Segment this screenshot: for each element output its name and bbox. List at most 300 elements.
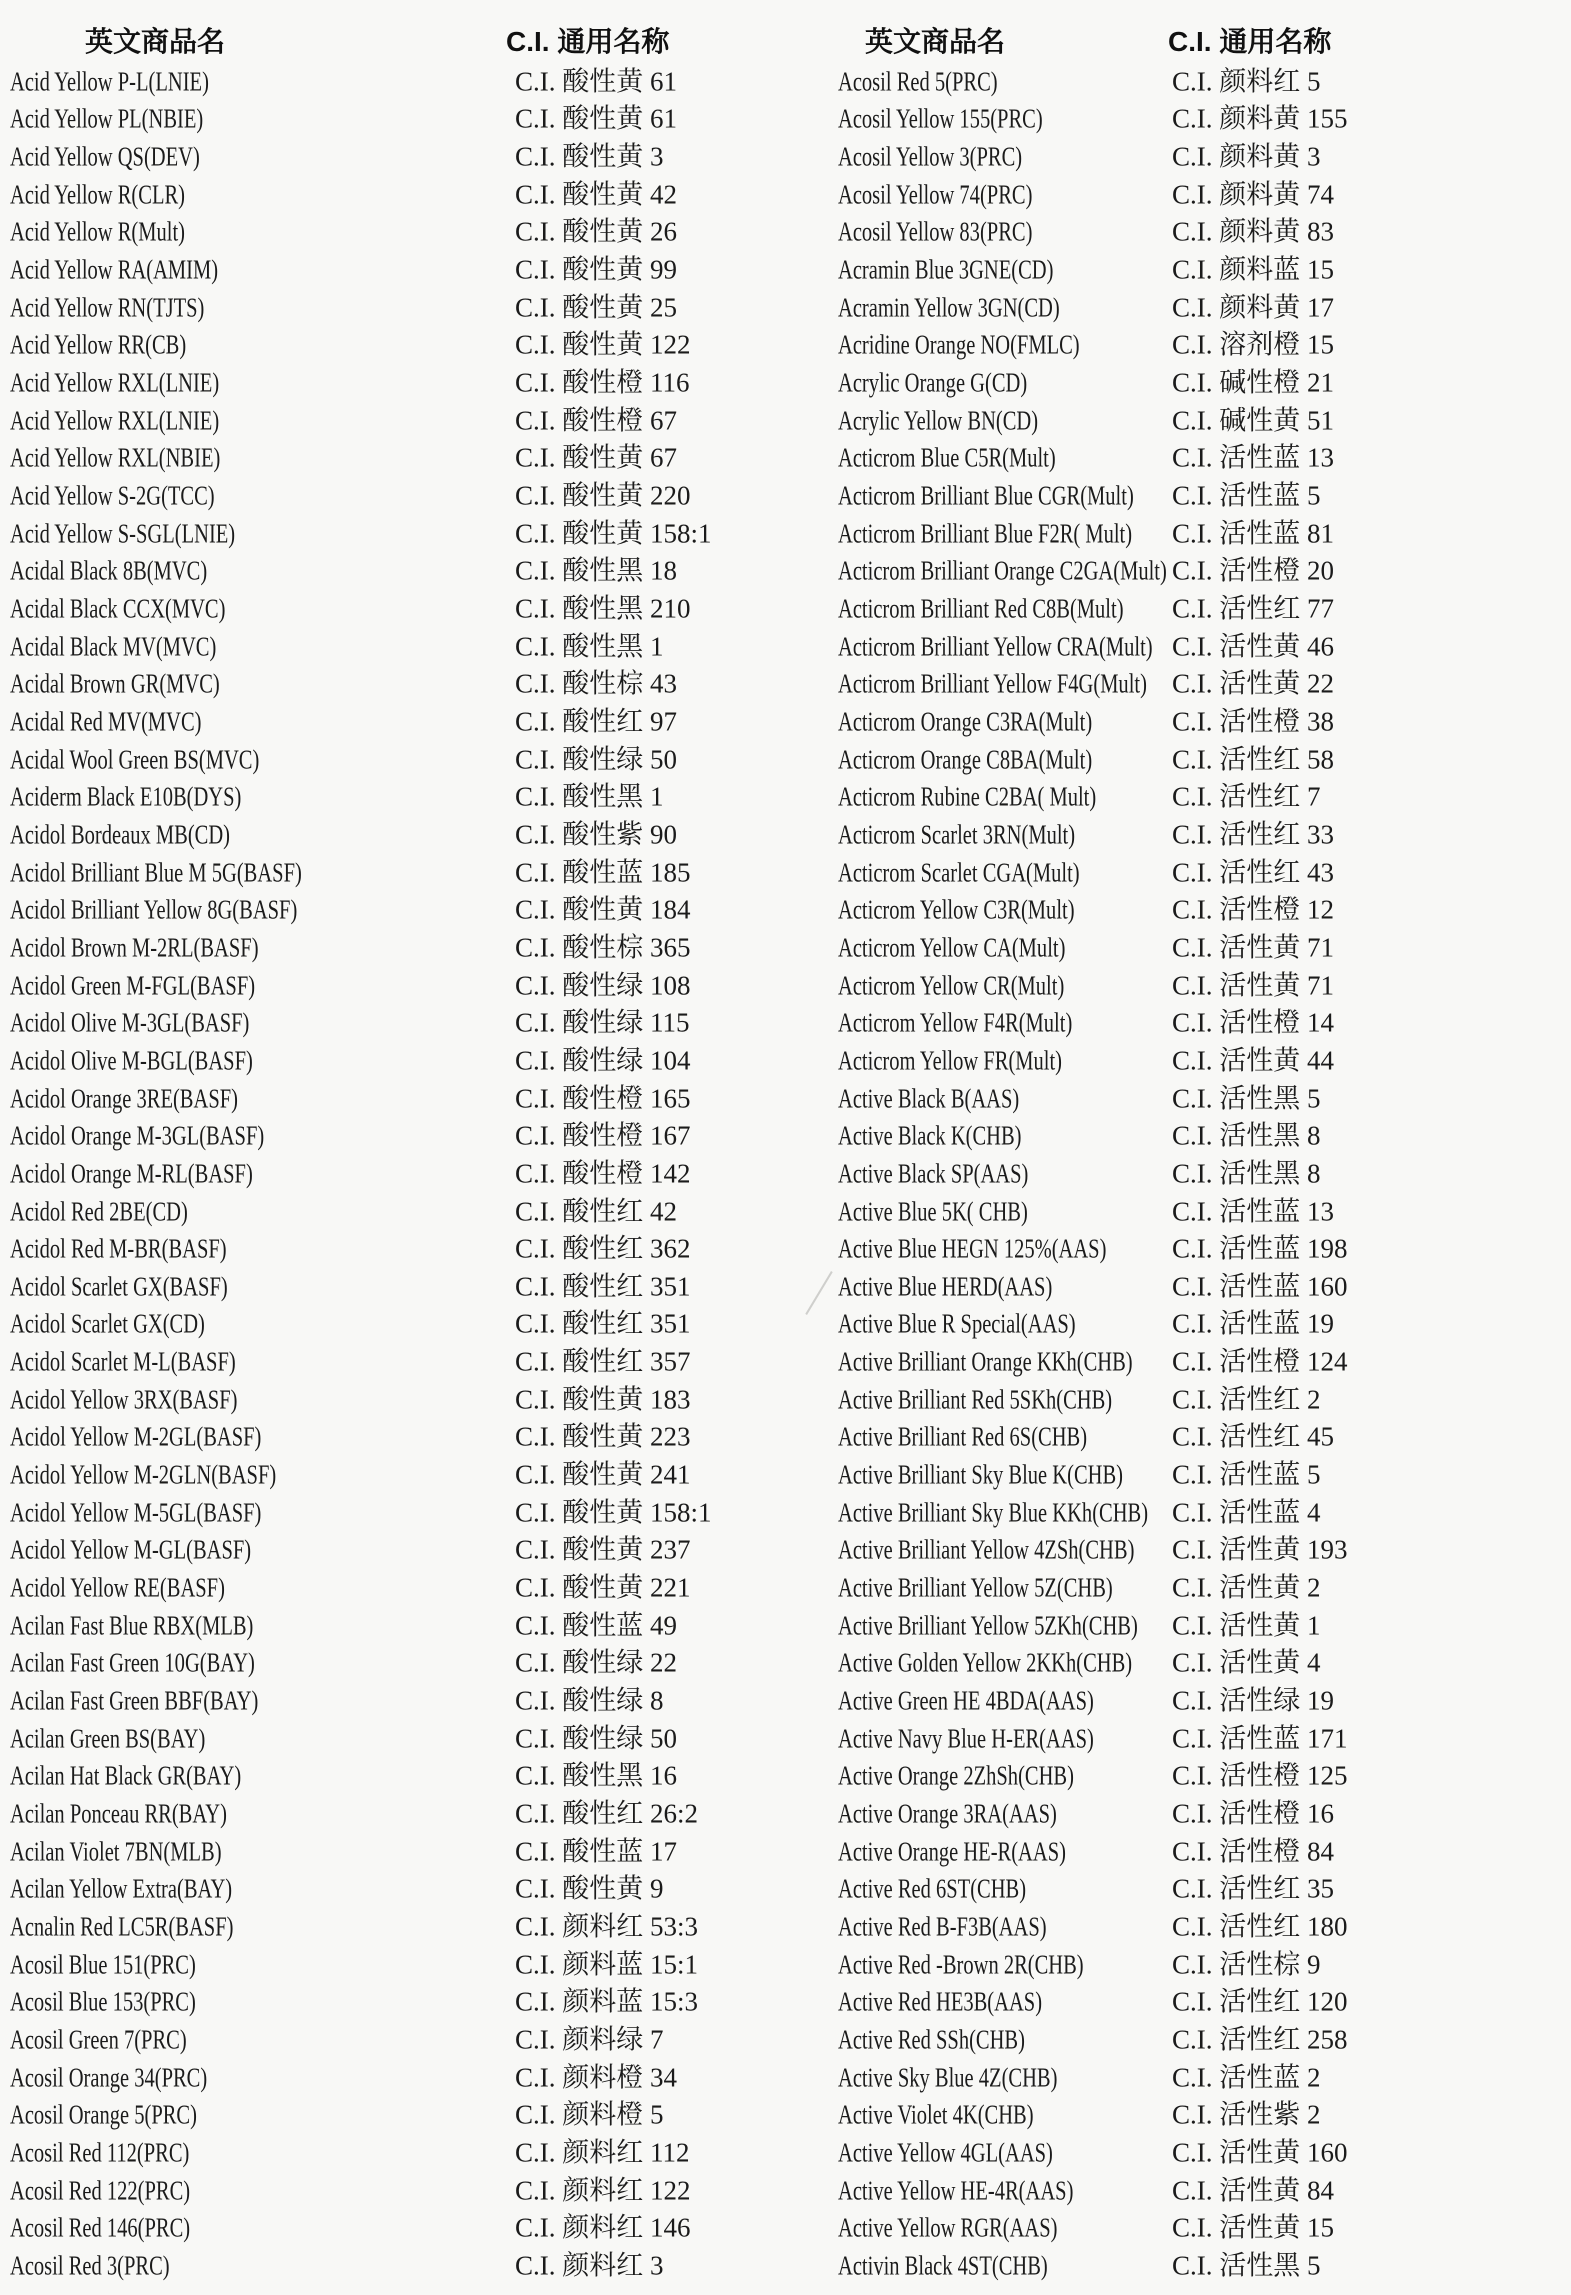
english-trade-name: Acticrom Yellow CA(Mult): [838, 932, 1066, 963]
english-trade-name: Acid Yellow PL(NBIE): [10, 103, 204, 134]
english-trade-name: Active Violet 4K(CHB): [838, 2099, 1034, 2130]
ci-generic-name: C.I. 颜料黄 17: [1172, 292, 1334, 323]
english-trade-name: Active Yellow 4GL(AAS): [838, 2137, 1053, 2168]
ci-generic-name: C.I. 颜料红 122: [515, 2175, 691, 2206]
ci-generic-name: C.I. 活性黄 71: [1172, 970, 1334, 1001]
english-trade-name: Active Brilliant Yellow 5ZKh(CHB): [838, 1610, 1138, 1641]
table-row: [0, 741, 1571, 779]
english-trade-name: Acosil Orange 34(PRC): [10, 2062, 208, 2093]
ci-generic-name: C.I. 活性黄 44: [1172, 1045, 1334, 1076]
english-trade-name: Acidal Brown GR(MVC): [10, 668, 220, 699]
table-row: [0, 364, 1571, 402]
ci-generic-name: C.I. 活性蓝 13: [1172, 1196, 1334, 1227]
ci-generic-name: C.I. 活性红 2: [1172, 1384, 1321, 1415]
english-trade-name: Acramin Blue 3GNE(CD): [838, 254, 1054, 285]
english-trade-name: Acidol Orange 3RE(BASF): [10, 1083, 238, 1114]
ci-generic-name: C.I. 颜料蓝 15:3: [515, 1986, 699, 2017]
english-trade-name: Acramin Yellow 3GN(CD): [838, 292, 1060, 323]
english-trade-name: Active Blue 5K( CHB): [838, 1196, 1028, 1227]
english-trade-name: Activin Black 4ST(CHB): [838, 2250, 1048, 2281]
table-row: [0, 1343, 1571, 1381]
ci-generic-name: C.I. 活性红 180: [1172, 1911, 1348, 1942]
ci-generic-name: C.I. 酸性蓝 49: [515, 1610, 677, 1641]
ci-generic-name: C.I. 酸性黄 61: [515, 66, 677, 97]
ci-generic-name: C.I. 酸性红 42: [515, 1196, 677, 1227]
english-trade-name: Acticrom Blue C5R(Mult): [838, 442, 1056, 473]
ci-generic-name: C.I. 酸性黄 67: [515, 442, 677, 473]
ci-generic-name: C.I. 活性红 7: [1172, 781, 1321, 812]
english-trade-name: Active Brilliant Sky Blue K(CHB): [838, 1459, 1123, 1490]
english-trade-name: Acidal Black CCX(MVC): [10, 593, 226, 624]
ci-generic-name: C.I. 酸性红 362: [515, 1233, 691, 1264]
ci-generic-name: C.I. 活性橙 124: [1172, 1346, 1348, 1377]
ci-generic-name: C.I. 活性红 258: [1172, 2024, 1348, 2055]
ci-generic-name: C.I. 颜料蓝 15:1: [515, 1949, 699, 1980]
english-trade-name: Acilan Fast Green BBF(BAY): [10, 1685, 259, 1716]
ci-generic-name: C.I. 酸性蓝 185: [515, 857, 691, 888]
ci-generic-name: C.I. 酸性黄 223: [515, 1421, 691, 1452]
english-trade-name: Active Brilliant Red 6S(CHB): [838, 1421, 1088, 1452]
ci-generic-name: C.I. 酸性红 357: [515, 1346, 691, 1377]
english-trade-name: Acidal Wool Green BS(MVC): [10, 744, 260, 775]
table-row: [0, 327, 1571, 365]
ci-generic-name: C.I. 活性蓝 81: [1172, 518, 1334, 549]
ci-generic-name: C.I. 活性橙 84: [1172, 1836, 1334, 1867]
english-trade-name: Acid Yellow S-SGL(LNIE): [10, 518, 236, 549]
ci-generic-name: C.I. 活性黑 8: [1172, 1158, 1321, 1189]
english-trade-name: Active Brilliant Orange KKh(CHB): [838, 1346, 1133, 1377]
ci-generic-name: C.I. 活性红 33: [1172, 819, 1334, 850]
ci-generic-name: C.I. 酸性黄 184: [515, 894, 691, 925]
english-trade-name: Acticrom Brilliant Yellow F4G(Mult): [838, 668, 1147, 699]
english-trade-name: Acrylic Yellow BN(CD): [838, 405, 1039, 436]
ci-generic-name: C.I. 酸性绿 50: [515, 744, 677, 775]
english-trade-name: Acosil Orange 5(PRC): [10, 2099, 197, 2130]
ci-generic-name: C.I. 酸性黄 237: [515, 1534, 691, 1565]
ci-generic-name: C.I. 酸性黑 1: [515, 631, 664, 662]
ci-generic-name: C.I. 活性橙 125: [1172, 1760, 1348, 1791]
table-row: [0, 1983, 1571, 2021]
english-trade-name: Acidol Green M-FGL(BASF): [10, 970, 256, 1001]
table-row: [0, 402, 1571, 440]
english-trade-name: Acidol Yellow M-5GL(BASF): [10, 1497, 262, 1528]
ci-generic-name: C.I. 酸性黄 122: [515, 329, 691, 360]
ci-generic-name: C.I. 酸性黄 221: [515, 1572, 691, 1603]
ci-generic-name: C.I. 酸性黄 220: [515, 480, 691, 511]
english-trade-name: Acilan Fast Green 10G(BAY): [10, 1647, 255, 1678]
ci-generic-name: C.I. 酸性橙 67: [515, 405, 677, 436]
english-trade-name: Active Orange 2ZhSh(CHB): [838, 1760, 1074, 1791]
english-trade-name: Acticrom Brilliant Orange C2GA(Mult): [838, 555, 1167, 586]
english-trade-name: Acid Yellow RXL(NBIE): [10, 442, 221, 473]
english-trade-name: Acidol Yellow RE(BASF): [10, 1572, 225, 1603]
english-trade-name: Acilan Ponceau RR(BAY): [10, 1798, 227, 1829]
ci-generic-name: C.I. 活性蓝 160: [1172, 1271, 1348, 1302]
ci-generic-name: C.I. 活性红 45: [1172, 1421, 1334, 1452]
ci-generic-name: C.I. 酸性棕 365: [515, 932, 691, 963]
english-trade-name: Acosil Blue 151(PRC): [10, 1949, 196, 1980]
table-row: [0, 1645, 1571, 1683]
english-trade-name: Acidol Yellow M-2GLN(BASF): [10, 1459, 277, 1490]
english-trade-name: Acosil Red 146(PRC): [10, 2212, 191, 2243]
ci-generic-name: C.I. 酸性黄 158:1: [515, 518, 712, 549]
ci-generic-name: C.I. 活性橙 16: [1172, 1798, 1334, 1829]
table-row: [0, 1946, 1571, 1984]
english-trade-name: Acid Yellow RXL(LNIE): [10, 367, 220, 398]
ci-generic-name: C.I. 颜料橙 34: [515, 2062, 677, 2093]
table-row: [0, 2096, 1571, 2134]
table-row: [0, 1419, 1571, 1457]
english-trade-name: Acid Yellow RR(CB): [10, 329, 187, 360]
english-trade-name: Active Brilliant Yellow 4ZSh(CHB): [838, 1534, 1135, 1565]
english-trade-name: Acid Yellow P-L(LNIE): [10, 66, 209, 97]
ci-generic-name: C.I. 活性黄 15: [1172, 2212, 1334, 2243]
english-trade-name: Active Yellow RGR(AAS): [838, 2212, 1058, 2243]
english-trade-name: Active Golden Yellow 2KKh(CHB): [838, 1647, 1133, 1678]
english-trade-name: Acidol Brilliant Yellow 8G(BASF): [10, 894, 298, 925]
english-trade-name: Aciderm Black E10B(DYS): [10, 781, 242, 812]
table-row: [0, 515, 1571, 553]
right-english-trade-name-header: 英文商品名: [864, 26, 1006, 57]
table-row: [0, 1456, 1571, 1494]
table-row: [0, 1833, 1571, 1871]
table-row: [0, 477, 1571, 515]
ci-generic-name: C.I. 活性紫 2: [1172, 2099, 1321, 2130]
english-trade-name: Active Navy Blue H-ER(AAS): [838, 1723, 1094, 1754]
english-trade-name: Acticrom Yellow F4R(Mult): [838, 1007, 1073, 1038]
english-trade-name: Acilan Hat Black GR(BAY): [10, 1760, 242, 1791]
table-row: [0, 1381, 1571, 1419]
ci-generic-name: C.I. 酸性黄 9: [515, 1873, 664, 1904]
ci-generic-name: C.I. 碱性橙 21: [1172, 367, 1334, 398]
ci-generic-name: C.I. 颜料黄 83: [1172, 216, 1334, 247]
ci-generic-name: C.I. 酸性黄 26: [515, 216, 677, 247]
ci-generic-name: C.I. 活性红 58: [1172, 744, 1334, 775]
english-trade-name: Acilan Yellow Extra(BAY): [10, 1873, 233, 1904]
ci-generic-name: C.I. 活性黄 22: [1172, 668, 1334, 699]
left-ci-generic-name-header: C.I. 通用名称: [506, 26, 670, 57]
ci-generic-name: C.I. 酸性黄 61: [515, 103, 677, 134]
ci-generic-name: C.I. 活性黄 84: [1172, 2175, 1334, 2206]
english-trade-name: Acidol Brown M-2RL(BASF): [10, 932, 259, 963]
ci-generic-name: C.I. 颜料红 146: [515, 2212, 691, 2243]
ci-generic-name: C.I. 酸性红 97: [515, 706, 677, 737]
ci-generic-name: C.I. 颜料红 112: [515, 2137, 690, 2168]
ci-generic-name: C.I. 活性蓝 13: [1172, 442, 1334, 473]
ci-generic-name: C.I. 颜料绿 7: [515, 2024, 664, 2055]
ci-generic-name: C.I. 活性黑 8: [1172, 1120, 1321, 1151]
ci-generic-name: C.I. 活性红 35: [1172, 1873, 1334, 1904]
ci-generic-name: C.I. 活性红 43: [1172, 857, 1334, 888]
english-trade-name: Acosil Yellow 83(PRC): [838, 216, 1033, 247]
ci-generic-name: C.I. 酸性绿 22: [515, 1647, 677, 1678]
ci-generic-name: C.I. 活性黄 46: [1172, 631, 1334, 662]
ci-generic-name: C.I. 酸性黄 183: [515, 1384, 691, 1415]
ci-generic-name: C.I. 酸性黄 99: [515, 254, 677, 285]
left-english-trade-name-header: 英文商品名: [84, 26, 226, 57]
english-trade-name: Acosil Blue 153(PRC): [10, 1986, 196, 2017]
english-trade-name: Acticrom Brilliant Yellow CRA(Mult): [838, 631, 1153, 662]
ci-generic-name: C.I. 酸性黄 241: [515, 1459, 691, 1490]
ci-generic-name: C.I. 酸性绿 8: [515, 1685, 664, 1716]
english-trade-name: Acticrom Brilliant Red C8B(Mult): [838, 593, 1124, 624]
ci-generic-name: C.I. 溶剂橙 15: [1172, 329, 1334, 360]
table-row: [0, 1004, 1571, 1042]
english-trade-name: Acosil Yellow 74(PRC): [838, 179, 1033, 210]
english-trade-name: Acosil Red 3(PRC): [10, 2250, 170, 2281]
english-trade-name: Acilan Fast Blue RBX(MLB): [10, 1610, 254, 1641]
ci-generic-name: C.I. 酸性棕 43: [515, 668, 677, 699]
english-trade-name: Acid Yellow R(Mult): [10, 216, 186, 247]
english-trade-name: Acidol Yellow 3RX(BASF): [10, 1384, 238, 1415]
english-trade-name: Active Black SP(AAS): [838, 1158, 1029, 1189]
table-row: [0, 1532, 1571, 1570]
ci-generic-name: C.I. 活性蓝 19: [1172, 1308, 1334, 1339]
ci-generic-name: C.I. 活性橙 20: [1172, 555, 1334, 586]
table-row: [0, 553, 1571, 591]
table-row: [0, 2172, 1571, 2210]
table-row: [0, 1795, 1571, 1833]
ci-generic-name: C.I. 酸性黑 16: [515, 1760, 677, 1791]
english-trade-name: Acticrom Yellow FR(Mult): [838, 1045, 1063, 1076]
table-row: [0, 703, 1571, 741]
ci-generic-name: C.I. 活性蓝 171: [1172, 1723, 1348, 1754]
table-row: [0, 2209, 1571, 2247]
ci-generic-name: C.I. 活性黑 5: [1172, 1083, 1321, 1114]
ci-generic-name: C.I. 活性红 120: [1172, 1986, 1348, 2017]
table-row: [0, 1193, 1571, 1231]
ci-generic-name: C.I. 活性橙 12: [1172, 894, 1334, 925]
english-trade-name: Acid Yellow R(CLR): [10, 179, 186, 210]
ci-generic-name: C.I. 活性蓝 198: [1172, 1233, 1348, 1264]
english-trade-name: Acidol Orange M-RL(BASF): [10, 1158, 253, 1189]
ci-generic-name: C.I. 活性黑 5: [1172, 2250, 1321, 2281]
table-row: [0, 1155, 1571, 1193]
table-row: [0, 1569, 1571, 1607]
table-row: [0, 854, 1571, 892]
ci-generic-name: C.I. 酸性橙 167: [515, 1120, 691, 1151]
english-trade-name: Acidal Black 8B(MVC): [10, 555, 208, 586]
ci-generic-name: C.I. 酸性绿 108: [515, 970, 691, 1001]
english-trade-name: Acid Yellow RA(AMIM): [10, 254, 219, 285]
ci-generic-name: C.I. 酸性黄 158:1: [515, 1497, 712, 1528]
english-trade-name: Active Red HE3B(AAS): [838, 1986, 1043, 2017]
table-row: [0, 176, 1571, 214]
ci-generic-name: C.I. 活性红 77: [1172, 593, 1334, 624]
english-trade-name: Acidol Red M-BR(BASF): [10, 1233, 227, 1264]
english-trade-name: Active Red 6ST(CHB): [838, 1873, 1027, 1904]
english-trade-name: Acidol Olive M-3GL(BASF): [10, 1007, 250, 1038]
english-trade-name: Active Brilliant Yellow 5Z(CHB): [838, 1572, 1113, 1603]
table-row: [0, 590, 1571, 628]
ci-generic-name: C.I. 酸性绿 115: [515, 1007, 690, 1038]
ci-generic-name: C.I. 活性黄 2: [1172, 1572, 1321, 1603]
english-trade-name: Acilan Green BS(BAY): [10, 1723, 206, 1754]
ci-generic-name: C.I. 颜料红 53:3: [515, 1911, 699, 1942]
english-trade-name: Active Blue HEGN 125%(AAS): [838, 1233, 1107, 1264]
ci-generic-name: C.I. 活性黄 193: [1172, 1534, 1348, 1565]
ci-generic-name: C.I. 酸性紫 90: [515, 819, 677, 850]
table-row: [0, 891, 1571, 929]
english-trade-name: Acidal Red MV(MVC): [10, 706, 202, 737]
table-row: [0, 666, 1571, 704]
table-row: [0, 967, 1571, 1005]
table-row: [0, 251, 1571, 289]
ci-generic-name: C.I. 酸性黄 42: [515, 179, 677, 210]
english-trade-name: Acidol Orange M-3GL(BASF): [10, 1120, 265, 1151]
english-trade-name: Acticrom Brilliant Blue CGR(Mult): [838, 480, 1134, 511]
ci-generic-name: C.I. 酸性橙 142: [515, 1158, 691, 1189]
ci-generic-name: C.I. 活性橙 38: [1172, 706, 1334, 737]
ci-generic-name: C.I. 酸性黄 3: [515, 141, 664, 172]
table-row: [0, 1268, 1571, 1306]
right-ci-generic-name-header: C.I. 通用名称: [1168, 26, 1332, 57]
ci-generic-name: C.I. 酸性红 351: [515, 1271, 691, 1302]
english-trade-name: Acnalin Red LC5R(BASF): [10, 1911, 234, 1942]
ci-generic-name: C.I. 活性蓝 4: [1172, 1497, 1321, 1528]
english-trade-name: Active Black K(CHB): [838, 1120, 1022, 1151]
english-trade-name: Acidol Bordeaux MB(CD): [10, 819, 230, 850]
ci-generic-name: C.I. 活性棕 9: [1172, 1949, 1321, 1980]
english-trade-name: Active Brilliant Red 5SKh(CHB): [838, 1384, 1113, 1415]
ci-generic-name: C.I. 颜料黄 155: [1172, 103, 1348, 134]
english-trade-name: Acid Yellow RXL(LNIE): [10, 405, 220, 436]
english-trade-name: Acidol Red 2BE(CD): [10, 1196, 188, 1227]
english-trade-name: Active Brilliant Sky Blue KKh(CHB): [838, 1497, 1149, 1528]
table-row: [0, 628, 1571, 666]
english-trade-name: Acilan Violet 7BN(MLB): [10, 1836, 222, 1867]
ci-generic-name: C.I. 碱性黄 51: [1172, 405, 1334, 436]
table-row: [0, 2247, 1571, 2285]
ci-generic-name: C.I. 酸性绿 104: [515, 1045, 691, 1076]
table-row: [0, 1682, 1571, 1720]
ci-generic-name: C.I. 酸性蓝 17: [515, 1836, 677, 1867]
english-trade-name: Acidol Brilliant Blue M 5G(BASF): [10, 857, 302, 888]
ci-generic-name: C.I. 颜料黄 74: [1172, 179, 1334, 210]
english-trade-name: Acidal Black MV(MVC): [10, 631, 217, 662]
ci-generic-name: C.I. 活性黄 1: [1172, 1610, 1321, 1641]
english-trade-name: Acidol Yellow M-GL(BASF): [10, 1534, 252, 1565]
ci-generic-name: C.I. 酸性黄 25: [515, 292, 677, 323]
english-trade-name: Acosil Green 7(PRC): [10, 2024, 187, 2055]
table-row: [0, 1042, 1571, 1080]
right-half-table: [0, 63, 1571, 2285]
english-trade-name: Acticrom Rubine C2BA( Mult): [838, 781, 1097, 812]
english-trade-name: Acosil Yellow 155(PRC): [838, 103, 1043, 134]
ci-generic-name: C.I. 活性橙 14: [1172, 1007, 1334, 1038]
english-trade-name: Acticrom Orange C3RA(Mult): [838, 706, 1093, 737]
ci-generic-name: C.I. 活性黄 71: [1172, 932, 1334, 963]
table-row: [0, 1758, 1571, 1796]
english-trade-name: Active Blue R Special(AAS): [838, 1308, 1076, 1339]
english-trade-name: Active Yellow HE-4R(AAS): [838, 2175, 1074, 2206]
table-row: [0, 2134, 1571, 2172]
english-trade-name: Acidol Scarlet GX(BASF): [10, 1271, 228, 1302]
table-row: [0, 1720, 1571, 1758]
english-trade-name: Active Blue HERD(AAS): [838, 1271, 1053, 1302]
english-trade-name: Acticrom Brilliant Blue F2R( Mult): [838, 518, 1133, 549]
table-row: [0, 1230, 1571, 1268]
table-row: [0, 1607, 1571, 1645]
english-trade-name: Active Sky Blue 4Z(CHB): [838, 2062, 1058, 2093]
table-row: [0, 1080, 1571, 1118]
ci-generic-name: C.I. 颜料黄 3: [1172, 141, 1321, 172]
ci-generic-name: C.I. 酸性红 351: [515, 1308, 691, 1339]
ci-generic-name: C.I. 活性绿 19: [1172, 1685, 1334, 1716]
english-trade-name: Acticrom Yellow C3R(Mult): [838, 894, 1075, 925]
table-row: [0, 1871, 1571, 1909]
ci-generic-name: C.I. 活性蓝 5: [1172, 1459, 1321, 1490]
english-trade-name: Acidol Yellow M-2GL(BASF): [10, 1421, 262, 1452]
english-trade-name: Active Red B-F3B(AAS): [838, 1911, 1047, 1942]
table-row: [0, 1908, 1571, 1946]
english-trade-name: Active Red SSh(CHB): [838, 2024, 1025, 2055]
table-row: [0, 1306, 1571, 1344]
ci-generic-name: C.I. 酸性橙 116: [515, 367, 690, 398]
ci-generic-name: C.I. 酸性红 26:2: [515, 1798, 699, 1829]
ci-generic-name: C.I. 颜料蓝 15: [1172, 254, 1334, 285]
english-trade-name: Acosil Red 5(PRC): [838, 66, 998, 97]
table-row: [0, 2059, 1571, 2097]
ci-generic-name: C.I. 颜料红 5: [1172, 66, 1321, 97]
english-trade-name: Active Black B(AAS): [838, 1083, 1020, 1114]
ci-generic-name: C.I. 活性蓝 2: [1172, 2062, 1321, 2093]
english-trade-name: Acidol Scarlet GX(CD): [10, 1308, 205, 1339]
english-trade-name: Acid Yellow S-2G(TCC): [10, 480, 215, 511]
table-row: [0, 2021, 1571, 2059]
english-trade-name: Active Red -Brown 2R(CHB): [838, 1949, 1084, 1980]
table-row: [0, 63, 1571, 101]
ci-generic-name: C.I. 活性蓝 5: [1172, 480, 1321, 511]
english-trade-name: Active Green HE 4BDA(AAS): [838, 1685, 1094, 1716]
english-trade-name: Acid Yellow RN(TJTS): [10, 292, 205, 323]
table-row: [0, 440, 1571, 478]
table-row: [0, 778, 1571, 816]
ci-generic-name: C.I. 酸性绿 50: [515, 1723, 677, 1754]
english-trade-name: Acosil Red 122(PRC): [10, 2175, 191, 2206]
ci-generic-name: C.I. 酸性黑 1: [515, 781, 664, 812]
english-trade-name: Acosil Red 112(PRC): [10, 2137, 190, 2168]
ci-generic-name: C.I. 活性黄 4: [1172, 1647, 1321, 1678]
table-row: [0, 1494, 1571, 1532]
ci-generic-name: C.I. 颜料红 3: [515, 2250, 664, 2281]
english-trade-name: Acridine Orange NO(FMLC): [838, 329, 1080, 360]
english-trade-name: Acidol Scarlet M-L(BASF): [10, 1346, 236, 1377]
ci-generic-name: C.I. 酸性橙 165: [515, 1083, 691, 1114]
english-trade-name: Acosil Yellow 3(PRC): [838, 141, 1023, 172]
table-row: [0, 289, 1571, 327]
ci-generic-name: C.I. 酸性黑 18: [515, 555, 677, 586]
table-row: [0, 816, 1571, 854]
english-trade-name: Acticrom Orange C8BA(Mult): [838, 744, 1093, 775]
english-trade-name: Acticrom Scarlet 3RN(Mult): [838, 819, 1076, 850]
english-trade-name: Acrylic Orange G(CD): [838, 367, 1028, 398]
table-row: [0, 101, 1571, 139]
ci-generic-name: C.I. 酸性黑 210: [515, 593, 691, 624]
english-trade-name: Acidol Olive M-BGL(BASF): [10, 1045, 253, 1076]
english-trade-name: Acid Yellow QS(DEV): [10, 141, 200, 172]
table-row: [0, 138, 1571, 176]
english-trade-name: Acticrom Yellow CR(Mult): [838, 970, 1065, 1001]
table-row: [0, 929, 1571, 967]
table-row: [0, 214, 1571, 252]
english-trade-name: Acticrom Scarlet CGA(Mult): [838, 857, 1080, 888]
ci-generic-name: C.I. 颜料橙 5: [515, 2099, 664, 2130]
ci-generic-name: C.I. 活性黄 160: [1172, 2137, 1348, 2168]
english-trade-name: Active Orange 3RA(AAS): [838, 1798, 1057, 1829]
table-row: [0, 1117, 1571, 1155]
english-trade-name: Active Orange HE-R(AAS): [838, 1836, 1066, 1867]
